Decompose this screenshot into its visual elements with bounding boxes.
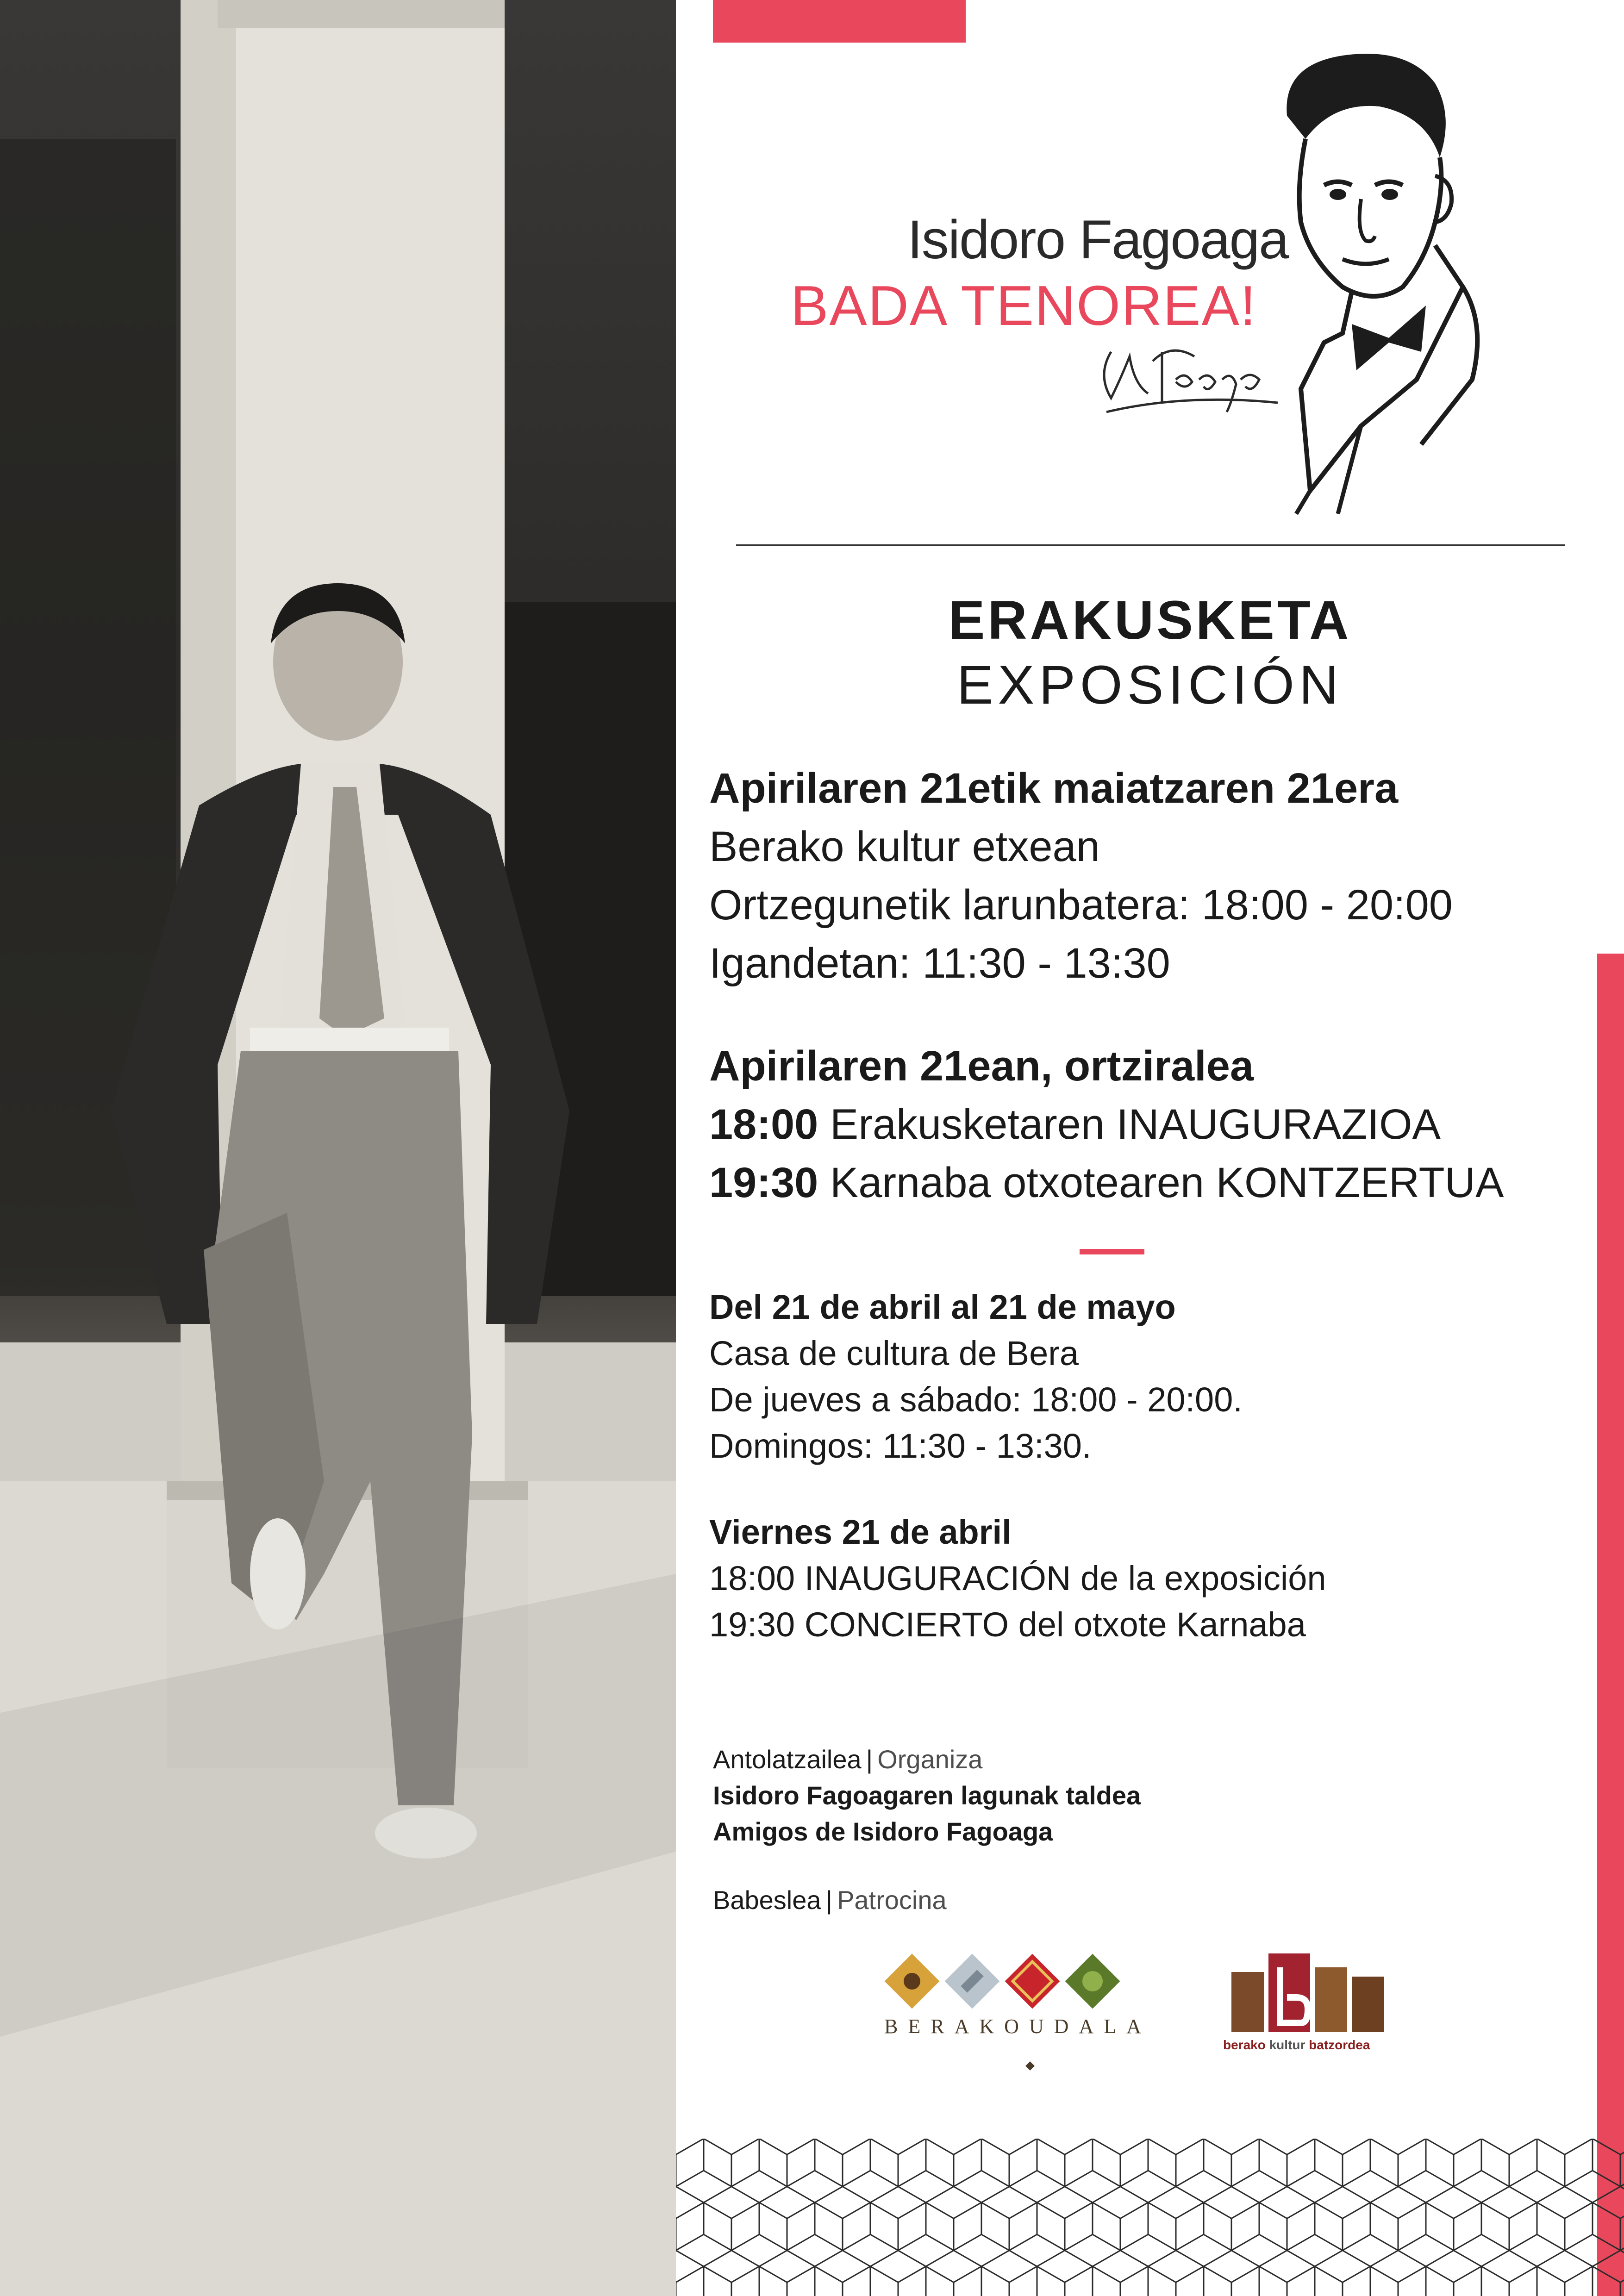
eu-event-2-text: Karnaba otxotearen KONTZERTUA bbox=[830, 1159, 1504, 1206]
batzordea-middle: kultur bbox=[1265, 2038, 1309, 2052]
header-divider bbox=[736, 544, 1565, 546]
eu-event-1 bbox=[709, 1095, 1504, 1154]
es-weekday-hours: De jueves a sábado: 18:00 - 20:00. bbox=[709, 1380, 1243, 1419]
title-basque: ERAKUSKETA bbox=[948, 590, 1352, 651]
eu-period: Apirilaren 21etik maiatzaren 21era bbox=[709, 765, 1399, 812]
es-place: Casa de cultura de Bera bbox=[709, 1334, 1079, 1373]
eu-event-2 bbox=[709, 1154, 1504, 1212]
es-event-2: 19:30 CONCIERTO del otxote Karnaba bbox=[709, 1605, 1306, 1644]
organizer-block bbox=[713, 1741, 1141, 1850]
schedule-spanish bbox=[709, 1284, 1243, 1469]
eu-event-1-text: Erakusketaren INAUGURAZIOA bbox=[830, 1101, 1441, 1148]
side-accent-bar bbox=[1597, 954, 1624, 2296]
section-dash bbox=[1080, 1249, 1144, 1254]
kultur-batzordea-logo-icon bbox=[1222, 1953, 1398, 2037]
title-spanish: EXPOSICIÓN bbox=[956, 655, 1343, 716]
batzordea-suffix: batzordea bbox=[1309, 2038, 1370, 2052]
kultur-batzordea-name bbox=[1223, 2038, 1370, 2053]
tenor-portrait-icon bbox=[1268, 46, 1509, 518]
vintage-photo bbox=[0, 0, 676, 2296]
eu-opening-day: Apirilaren 21ean, ortziralea bbox=[709, 1042, 1254, 1090]
organizer-name-es: Amigos de Isidoro Fagoaga bbox=[713, 1817, 1053, 1846]
es-opening-day: Viernes 21 de abril bbox=[709, 1513, 1012, 1551]
sponsor-label-eu: Babeslea bbox=[713, 1885, 821, 1915]
eu-weekday-hours: Ortzegunetik larunbatera: 18:00 - 20:00 bbox=[709, 881, 1453, 929]
eu-place: Berako kultur etxean bbox=[709, 823, 1100, 870]
organizer-name-eu: Isidoro Fagoagaren lagunak taldea bbox=[713, 1781, 1141, 1810]
signature-graphic bbox=[1093, 324, 1287, 417]
sponsor-separator: | bbox=[825, 1885, 833, 1915]
bera-udala-crest-icon bbox=[880, 1949, 1139, 2014]
diamond-icon bbox=[1023, 2059, 1037, 2073]
sponsor-label-es: Patrocina bbox=[837, 1885, 947, 1915]
bera-udala-name: BERAKOUDALA bbox=[884, 2015, 1151, 2038]
eu-sunday-hours: Igandetan: 11:30 - 13:30 bbox=[709, 940, 1170, 987]
eu-event-1-time: 18:00 bbox=[709, 1101, 818, 1148]
organizer-label bbox=[713, 1741, 1141, 1778]
top-accent-bar bbox=[713, 0, 966, 43]
sponsor-label bbox=[713, 1882, 947, 1918]
cube-pattern bbox=[676, 2139, 1624, 2296]
schedule-basque bbox=[709, 759, 1453, 992]
batzordea-prefix: berako bbox=[1223, 2038, 1266, 2052]
logo-tagline: BADA TENOREA! bbox=[791, 274, 1257, 337]
es-period: Del 21 de abril al 21 de mayo bbox=[709, 1288, 1176, 1326]
organizer-label-eu: Antolatzailea bbox=[713, 1745, 862, 1774]
es-sunday-hours: Domingos: 11:30 - 13:30. bbox=[709, 1427, 1092, 1465]
opening-basque bbox=[709, 1037, 1504, 1212]
organizer-separator: | bbox=[866, 1745, 873, 1774]
eu-event-2-time: 19:30 bbox=[709, 1159, 818, 1206]
organizer-label-es: Organiza bbox=[877, 1745, 983, 1774]
es-event-1: 18:00 INAUGURACIÓN de la exposición bbox=[709, 1559, 1326, 1597]
photo-illustration bbox=[0, 0, 676, 2296]
opening-spanish bbox=[709, 1509, 1326, 1648]
logo-name: Isidoro Fagoaga bbox=[907, 209, 1288, 270]
